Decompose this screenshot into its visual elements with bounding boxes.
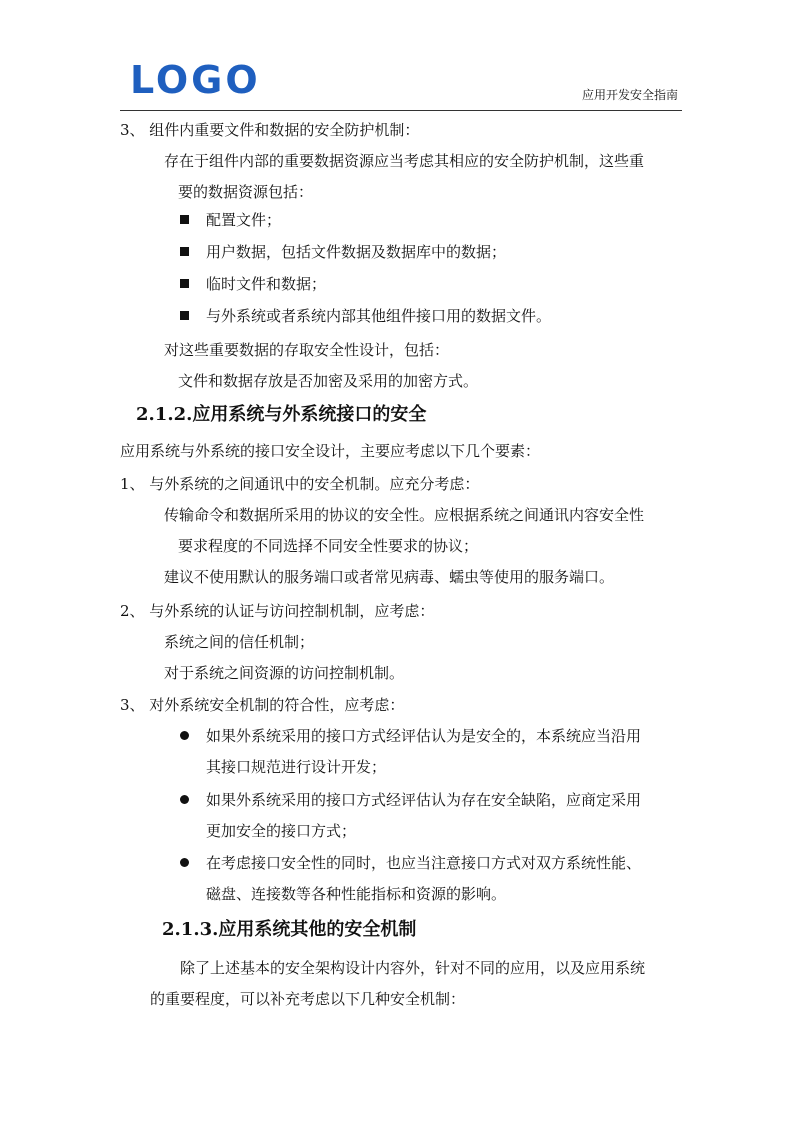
bullet-item-continuation: 磁盘、连接数等各种性能指标和资源的影响。 [206, 885, 507, 903]
bullet-item: 与外系统或者系统内部其他组件接口用的数据文件。 [206, 307, 552, 325]
paragraph-line: 存在于组件内部的重要数据资源应当考虑其相应的安全防护机制，这些重 [164, 152, 645, 170]
round-bullet-icon [180, 858, 189, 867]
bullet-item-continuation: 其接口规范进行设计开发； [206, 758, 387, 776]
square-bullet-icon [180, 215, 189, 224]
paragraph-line: 传输命令和数据所采用的协议的安全性。应根据系统之间通讯内容安全性 [164, 506, 645, 524]
paragraph-line: 要求程度的不同选择不同安全性要求的协议； [178, 537, 479, 555]
paragraph-line: 文件和数据存放是否加密及采用的加密方式。 [178, 372, 479, 390]
square-bullet-icon [180, 279, 189, 288]
square-bullet-icon [180, 311, 189, 320]
bullet-item: 如果外系统采用的接口方式经评估认为是安全的，本系统应当沿用 [206, 727, 642, 745]
bullet-item: 用户数据，包括文件数据及数据库中的数据； [206, 243, 507, 261]
paragraph-line: 对于系统之间资源的访问控制机制。 [164, 664, 405, 682]
list-item-3-heading: 3、 对外系统安全机制的符合性，应考虑： [120, 696, 405, 714]
document-title: 应用开发安全指南 [581, 88, 678, 102]
section-heading-2-1-2: 2.1.2.应用系统与外系统接口的安全 [136, 404, 427, 425]
bullet-item: 配置文件； [206, 211, 282, 229]
bullet-item: 如果外系统采用的接口方式经评估认为存在安全缺陷，应商定采用 [206, 791, 642, 809]
paragraph-line: 系统之间的信任机制； [164, 633, 315, 651]
header-divider [120, 110, 682, 111]
square-bullet-icon [180, 247, 189, 256]
list-item-2-heading: 2、 与外系统的认证与访问控制机制，应考虑： [120, 602, 435, 620]
bullet-item: 临时文件和数据； [206, 275, 327, 293]
paragraph-line: 除了上述基本的安全架构设计内容外，针对不同的应用，以及应用系统 [180, 959, 646, 977]
round-bullet-icon [180, 795, 189, 804]
list-item-1-heading: 1、 与外系统的之间通讯中的安全机制。应充分考虑： [120, 475, 480, 493]
paragraph-line: 要的数据资源包括： [178, 183, 314, 201]
round-bullet-icon [180, 731, 189, 740]
paragraph-line: 的重要程度，可以补充考虑以下几种安全机制： [150, 990, 466, 1008]
bullet-item: 在考虑接口安全性的同时，也应当注意接口方式对双方系统性能、 [206, 854, 642, 872]
paragraph-line: 建议不使用默认的服务端口或者常见病毒、蠕虫等使用的服务端口。 [164, 568, 615, 586]
bullet-item-continuation: 更加安全的接口方式； [206, 822, 357, 840]
logo: LOGO [130, 58, 261, 102]
paragraph-line: 对这些重要数据的存取安全性设计，包括： [164, 341, 450, 359]
list-item-3-heading: 3、 组件内重要文件和数据的安全防护机制： [120, 121, 420, 139]
paragraph-line: 应用系统与外系统的接口安全设计，主要应考虑以下几个要素： [120, 442, 541, 460]
section-heading-2-1-3: 2.1.3.应用系统其他的安全机制 [162, 919, 417, 940]
